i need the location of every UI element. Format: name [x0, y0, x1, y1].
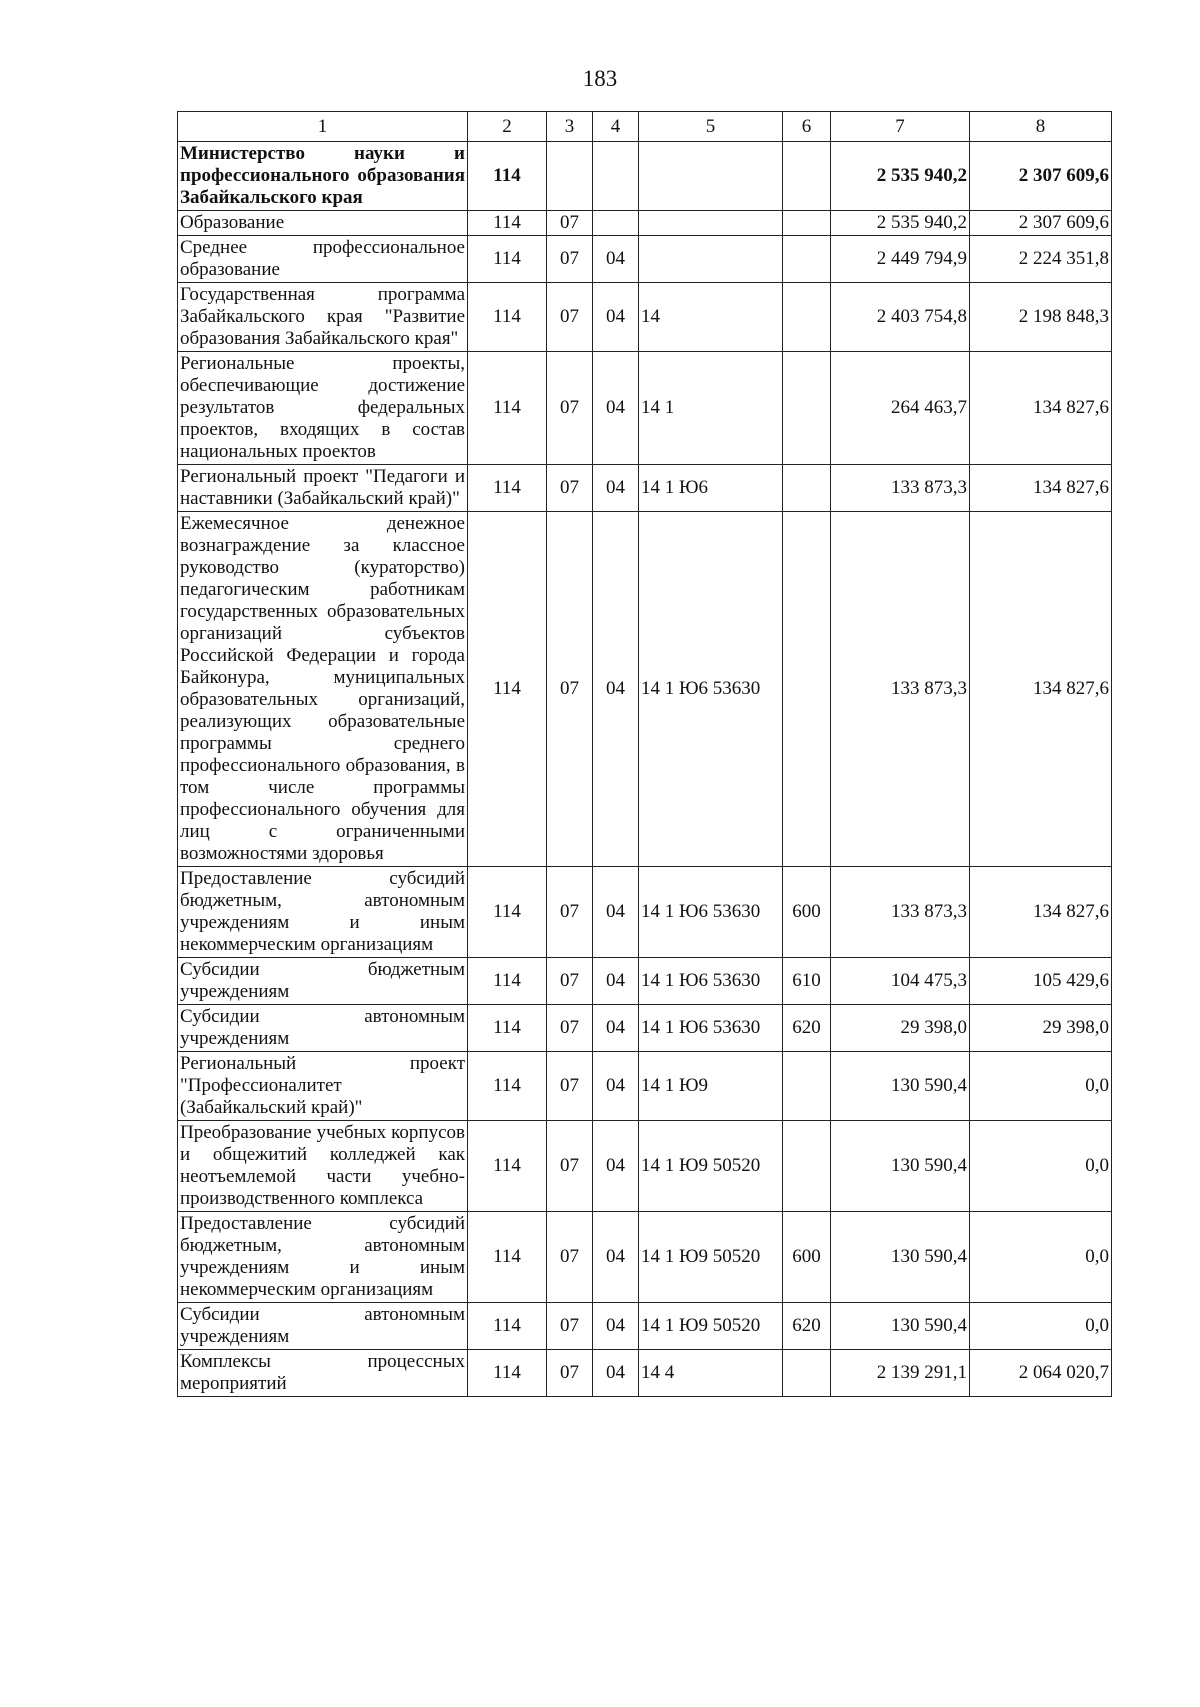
row-vr-cell [783, 352, 831, 465]
row-vr-cell [783, 1121, 831, 1212]
row-sum1-cell: 133 873,3 [831, 867, 970, 958]
row-vr-cell [783, 1350, 831, 1397]
row-name-cell: Региональный проект "Профессионалитет (Забайкальский край)" [178, 1052, 468, 1121]
header-cell: 1 [178, 112, 468, 142]
row-pr-cell: 04 [593, 958, 639, 1005]
row-csr-cell: 14 1 [639, 352, 783, 465]
row-ved-cell: 114 [468, 236, 547, 283]
row-sum2-cell: 2 224 351,8 [970, 236, 1112, 283]
row-sum1-cell: 2 535 940,2 [831, 211, 970, 236]
row-name-cell: Предоставление субсидий бюджетным, автономным учреждениям и иным некоммерческим организациям [178, 867, 468, 958]
row-sum2-cell: 134 827,6 [970, 867, 1112, 958]
row-name-cell: Ежемесячное денежное вознаграждение за классное руководство (кураторство) педагогическим работникам государственных образовательных организаций субъектов Российской Федерации и города Байконура, муниципальных образовательных организаций, реализующих образовательные программы среднего профессионального образования, в том числе программы профессионального обучения для лиц с ограниченными возможностями здоровья [178, 512, 468, 867]
row-ved-cell: 114 [468, 352, 547, 465]
row-rz-cell: 07 [547, 512, 593, 867]
row-rz-cell: 07 [547, 283, 593, 352]
row-vr-cell: 600 [783, 867, 831, 958]
row-vr-cell [783, 283, 831, 352]
row-pr-cell: 04 [593, 867, 639, 958]
row-vr-cell: 620 [783, 1005, 831, 1052]
table-row [178, 1121, 1112, 1212]
row-sum1-cell: 2 449 794,9 [831, 236, 970, 283]
row-vr-cell [783, 236, 831, 283]
header-cell: 5 [639, 112, 783, 142]
row-sum1-cell: 130 590,4 [831, 1212, 970, 1303]
table-row [178, 142, 1112, 211]
row-csr-cell: 14 1 Ю9 [639, 1052, 783, 1121]
row-sum2-cell: 2 198 848,3 [970, 283, 1112, 352]
row-sum2-cell: 2 064 020,7 [970, 1350, 1112, 1397]
row-rz-cell: 07 [547, 867, 593, 958]
row-sum2-cell: 105 429,6 [970, 958, 1112, 1005]
row-sum2-cell: 0,0 [970, 1052, 1112, 1121]
row-rz-cell: 07 [547, 1303, 593, 1350]
row-rz-cell: 07 [547, 1005, 593, 1052]
row-rz-cell: 07 [547, 1212, 593, 1303]
row-name-cell: Субсидии автономным учреждениям [178, 1303, 468, 1350]
row-name-cell: Среднее профессиональное образование [178, 236, 468, 283]
row-pr-cell [593, 142, 639, 211]
table-row [178, 867, 1112, 958]
row-sum1-cell: 29 398,0 [831, 1005, 970, 1052]
row-ved-cell: 114 [468, 465, 547, 512]
row-pr-cell: 04 [593, 512, 639, 867]
row-pr-cell: 04 [593, 1303, 639, 1350]
row-sum2-cell: 0,0 [970, 1121, 1112, 1212]
table-row [178, 512, 1112, 867]
row-ved-cell: 114 [468, 1212, 547, 1303]
row-csr-cell: 14 1 Ю9 50520 [639, 1121, 783, 1212]
row-sum2-cell: 0,0 [970, 1212, 1112, 1303]
row-sum1-cell: 264 463,7 [831, 352, 970, 465]
row-csr-cell: 14 1 Ю6 53630 [639, 958, 783, 1005]
row-ved-cell: 114 [468, 1005, 547, 1052]
row-name-cell: Субсидии бюджетным учреждениям [178, 958, 468, 1005]
table-row [178, 211, 1112, 236]
row-sum2-cell: 134 827,6 [970, 465, 1112, 512]
row-vr-cell [783, 512, 831, 867]
row-ved-cell: 114 [468, 283, 547, 352]
row-rz-cell: 07 [547, 1121, 593, 1212]
table-row [178, 352, 1112, 465]
header-cell: 8 [970, 112, 1112, 142]
row-name-cell: Предоставление субсидий бюджетным, автономным учреждениям и иным некоммерческим организациям [178, 1212, 468, 1303]
row-csr-cell: 14 [639, 283, 783, 352]
row-vr-cell: 620 [783, 1303, 831, 1350]
row-pr-cell: 04 [593, 236, 639, 283]
row-rz-cell: 07 [547, 211, 593, 236]
row-name-cell: Комплексы процессных мероприятий [178, 1350, 468, 1397]
row-ved-cell: 114 [468, 1303, 547, 1350]
table-row [178, 465, 1112, 512]
row-rz-cell: 07 [547, 1052, 593, 1121]
row-vr-cell [783, 211, 831, 236]
row-sum1-cell: 2 139 291,1 [831, 1350, 970, 1397]
row-pr-cell [593, 211, 639, 236]
row-name-cell: Образование [178, 211, 468, 236]
row-rz-cell: 07 [547, 1350, 593, 1397]
header-cell: 3 [547, 112, 593, 142]
row-csr-cell: 14 1 Ю6 53630 [639, 512, 783, 867]
row-sum1-cell: 130 590,4 [831, 1052, 970, 1121]
table-row [178, 1303, 1112, 1350]
row-ved-cell: 114 [468, 512, 547, 867]
row-ved-cell: 114 [468, 1350, 547, 1397]
row-sum2-cell: 29 398,0 [970, 1005, 1112, 1052]
row-rz-cell: 07 [547, 465, 593, 512]
row-pr-cell: 04 [593, 1005, 639, 1052]
row-sum1-cell: 130 590,4 [831, 1121, 970, 1212]
row-rz-cell: 07 [547, 958, 593, 1005]
row-sum1-cell: 130 590,4 [831, 1303, 970, 1350]
row-csr-cell [639, 211, 783, 236]
row-csr-cell [639, 142, 783, 211]
row-name-cell: Субсидии автономным учреждениям [178, 1005, 468, 1052]
table-row [178, 958, 1112, 1005]
row-sum2-cell: 0,0 [970, 1303, 1112, 1350]
row-pr-cell: 04 [593, 1350, 639, 1397]
table-row [178, 283, 1112, 352]
row-ved-cell: 114 [468, 958, 547, 1005]
row-ved-cell: 114 [468, 211, 547, 236]
row-rz-cell: 07 [547, 236, 593, 283]
row-vr-cell: 610 [783, 958, 831, 1005]
row-ved-cell: 114 [468, 1121, 547, 1212]
row-csr-cell: 14 1 Ю9 50520 [639, 1303, 783, 1350]
row-csr-cell: 14 1 Ю6 53630 [639, 1005, 783, 1052]
row-csr-cell: 14 1 Ю9 50520 [639, 1212, 783, 1303]
page-number: 183 [582, 66, 618, 91]
row-pr-cell: 04 [593, 1052, 639, 1121]
table-row [178, 1005, 1112, 1052]
table-row [178, 1052, 1112, 1121]
header-cell: 4 [593, 112, 639, 142]
row-csr-cell [639, 236, 783, 283]
row-csr-cell: 14 1 Ю6 [639, 465, 783, 512]
row-sum1-cell: 2 535 940,2 [831, 142, 970, 211]
row-name-cell: Региональные проекты, обеспечивающие достижение результатов федеральных проектов, входящих в состав национальных проектов [178, 352, 468, 465]
table-row [178, 1212, 1112, 1303]
header-cell: 6 [783, 112, 831, 142]
row-ved-cell: 114 [468, 1052, 547, 1121]
row-pr-cell: 04 [593, 1212, 639, 1303]
row-csr-cell: 14 4 [639, 1350, 783, 1397]
row-vr-cell [783, 142, 831, 211]
table-row [178, 1350, 1112, 1397]
row-pr-cell: 04 [593, 465, 639, 512]
row-pr-cell: 04 [593, 352, 639, 465]
budget-table [177, 111, 1112, 1397]
header-cell: 2 [468, 112, 547, 142]
row-sum2-cell: 2 307 609,6 [970, 142, 1112, 211]
row-name-cell: Министерство науки и профессионального образования Забайкальского края [178, 142, 468, 211]
row-sum2-cell: 2 307 609,6 [970, 211, 1112, 236]
table-row [178, 236, 1112, 283]
header-row [178, 112, 1112, 142]
row-sum1-cell: 104 475,3 [831, 958, 970, 1005]
row-sum1-cell: 133 873,3 [831, 465, 970, 512]
row-rz-cell: 07 [547, 352, 593, 465]
row-sum2-cell: 134 827,6 [970, 512, 1112, 867]
row-pr-cell: 04 [593, 1121, 639, 1212]
row-name-cell: Государственная программа Забайкальского края "Развитие образования Забайкальского края" [178, 283, 468, 352]
row-csr-cell: 14 1 Ю6 53630 [639, 867, 783, 958]
row-sum2-cell: 134 827,6 [970, 352, 1112, 465]
row-name-cell: Региональный проект "Педагоги и наставники (Забайкальский край)" [178, 465, 468, 512]
row-pr-cell: 04 [593, 283, 639, 352]
header-cell: 7 [831, 112, 970, 142]
row-ved-cell: 114 [468, 867, 547, 958]
row-name-cell: Преобразование учебных корпусов и общежитий колледжей как неотъемлемой части учебно-производственного комплекса [178, 1121, 468, 1212]
row-vr-cell [783, 465, 831, 512]
row-vr-cell: 600 [783, 1212, 831, 1303]
row-vr-cell [783, 1052, 831, 1121]
row-rz-cell [547, 142, 593, 211]
row-sum1-cell: 133 873,3 [831, 512, 970, 867]
row-ved-cell: 114 [468, 142, 547, 211]
row-sum1-cell: 2 403 754,8 [831, 283, 970, 352]
table-body [178, 142, 1112, 1397]
